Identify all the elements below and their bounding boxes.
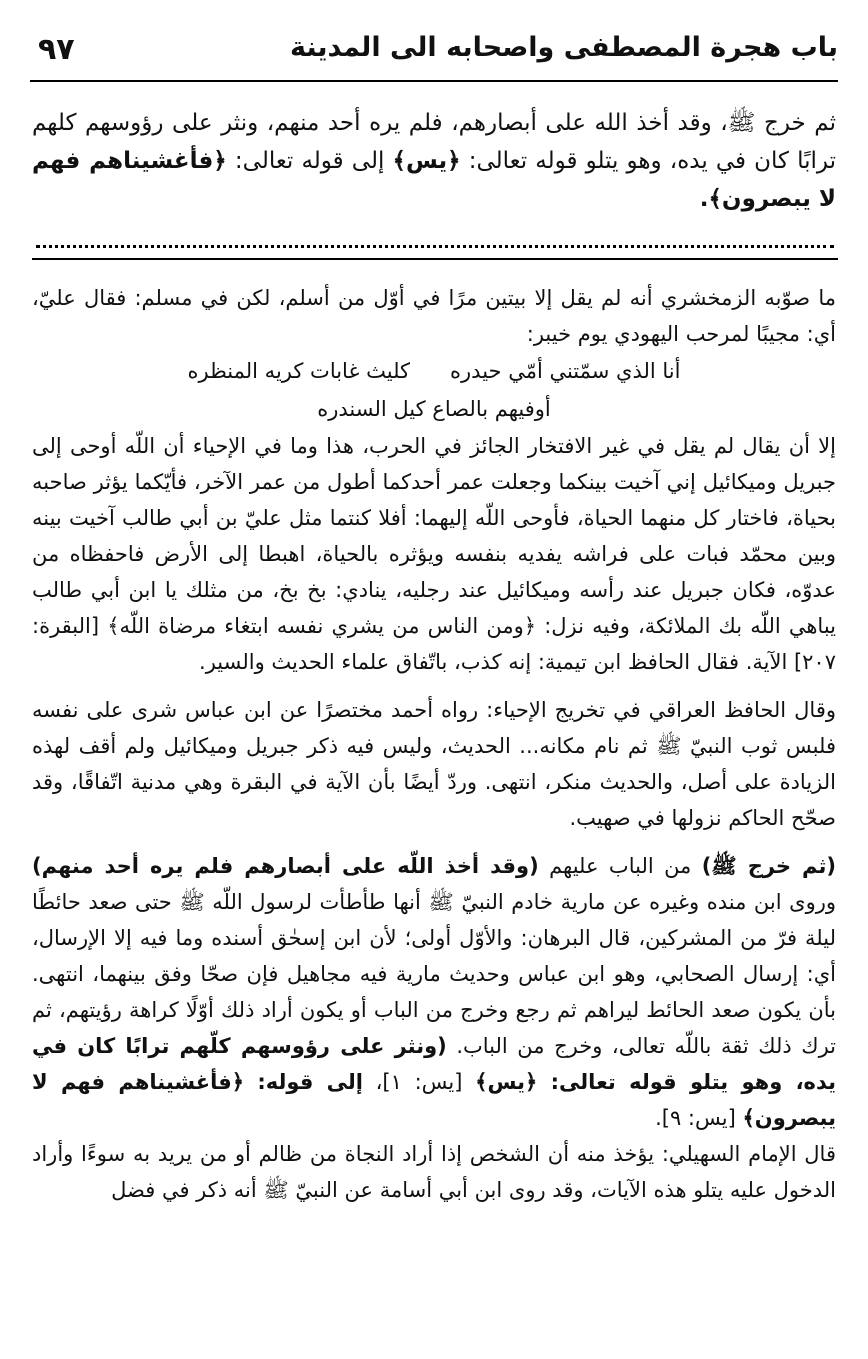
commentary-text: من الباب عليهم [538,854,702,878]
poetry-verse [32,352,836,390]
main-text [32,104,836,218]
commentary-paragraph: قال الإمام السهيلي: يؤخذ منه أن الشخص إذا أراد النجاة من ظالم أو من يريد به سوءًا وأراد الدخول عليه يتلو هذه الآيات، وقد روى ابن أبي أسامة عن النبيّ ﷺ أنه ذكر في فضل [32,1142,836,1202]
main-text-part: إلى قوله تعالى: [226,148,393,174]
quoted-matn: إلى قوله: ﴿فأغشيناهم فهم لا يبصرون﴾ [32,1070,836,1130]
quoted-matn: (ونثر على رؤوسهم كلّهم ترابًا كان في يده، وهو يتلو قوله تعالى: ﴿يس﴾ [32,1034,836,1094]
commentary-text: [يس: ١]، [362,1070,476,1094]
main-text-part: ثم خرج ﷺ، وقد أخذ الله على أبصارهم، فلم يره أحد منهم، ونثر على رؤوسهم كلهم ترابًا كان في يده، وهو يتلو قوله تعالى: [32,110,836,174]
page-header [30,18,838,78]
commentary [32,280,836,1208]
commentary-paragraph: إلا أن يقال لم يقل في غير الافتخار الجائز في الحرب، هذا وما في الإحياء أن اللّه أوحى إلى جبريل وميكائيل إني آخيت بينكما وجعلت عمر أحدكما أطول من عمر الآخر، فأيّكما يؤثر صاحبه بحياة، فاختار كل منهما الحياة، فأوحى اللّه إليهما: أفلا كنتما مثل عليّ بن أبي طالب آخيت بينه وبين محمّد فبات على فراشه يفديه بنفسه ويؤثره بالحياة، اهبطا إلى الأرض فاحفظاه من عدوّه، فكان جبريل عند رأسه وميكائيل عند رجليه، ينادي: بخ بخ، من مثلك يا ابن أبي طالب يباهي اللّه بك الملائكة، وفيه نزل: ﴿ومن الناس من يشري نفسه ابتغاء مرضاة اللّه﴾ [البقرة: ٢٠٧] الآية. فقال الحافظ ابن تيمية: إنه كذب، باتّفاق علماء الحديث والسير. [32,434,836,674]
dotted-separator [36,245,834,248]
commentary-text: [يس: ٩]. [655,1106,743,1130]
verse-hemistich: أنا الذي سمّتني أمّي حيدره [450,359,681,383]
commentary-paragraph [32,848,836,1136]
chapter-title: باب هجرة المصطفى واصحابه الى المدينة [289,32,838,63]
quran-quote: ﴿يس﴾ [392,148,461,174]
main-paragraph [32,104,836,218]
commentary-text: وروى ابن منده وغيره عن مارية خادم النبيّ ﷺ أنها طأطأت لرسول اللّه ﷺ حتى صعد حائطًا ليلة فرّ من المشركين، قال البرهان: والأوّل أولى؛ لأن ابن إسحٰق أسنده وما فيه إلا الإرسال، أي: إرسال الصحابي، وهو ابن عباس وحديث مارية فيه مجاهيل فإن صحّا وفق بينهما، انتهى. بأن يكون صعد الحائط ليراهم ثم رجع وخرج من الباب أو يكون أراد ذلك أوّلًا كراهة رؤيتهم، ثم ترك ذلك ثقة باللّه تعالى، وخرج من الباب. [32,890,836,1058]
quran-quote: ﴿فأغشيناهم فهم لا يبصرون﴾. [32,148,836,212]
quoted-matn: (ثم خرج ﷺ) [701,854,837,878]
commentary-paragraph: ما صوّبه الزمخشري أنه لم يقل إلا بيتين مرًا في أوّل من أسلم، لكن في مسلم: فقال عليّ، أي: مجيبًا لمرحب اليهودي يوم خيبر: [32,286,836,346]
commentary-paragraph: وقال الحافظ العراقي في تخريج الإحياء: رواه أحمد مختصرًا عن ابن عباس شرى على نفسه فلبس ثوب النبيّ ﷺ ثم نام مكانه... الحديث، وليس فيه ذكر جبريل وميكائيل ولم أقف لهذه الزيادة على أصل، والحديث منكر، انتهى. وردّ أيضًا بأن الآية في البقرة وهي مدنية اتّفاقًا، وقد صحّح الحاكم نزولها في صهيب. [32,698,836,830]
page-number: ٩٧ [38,32,75,67]
poetry-verse [32,390,836,428]
quoted-matn: (وقد أخذ اللّه على أبصارهم فلم يره أحد منهم) [32,854,539,878]
verse-hemistich: أوفيهم بالصاع كيل السندره [317,397,551,421]
verse-hemistich: كليث غابات كريه المنظره [187,359,411,383]
header-rule [30,80,838,82]
footnote-rule [32,258,838,260]
